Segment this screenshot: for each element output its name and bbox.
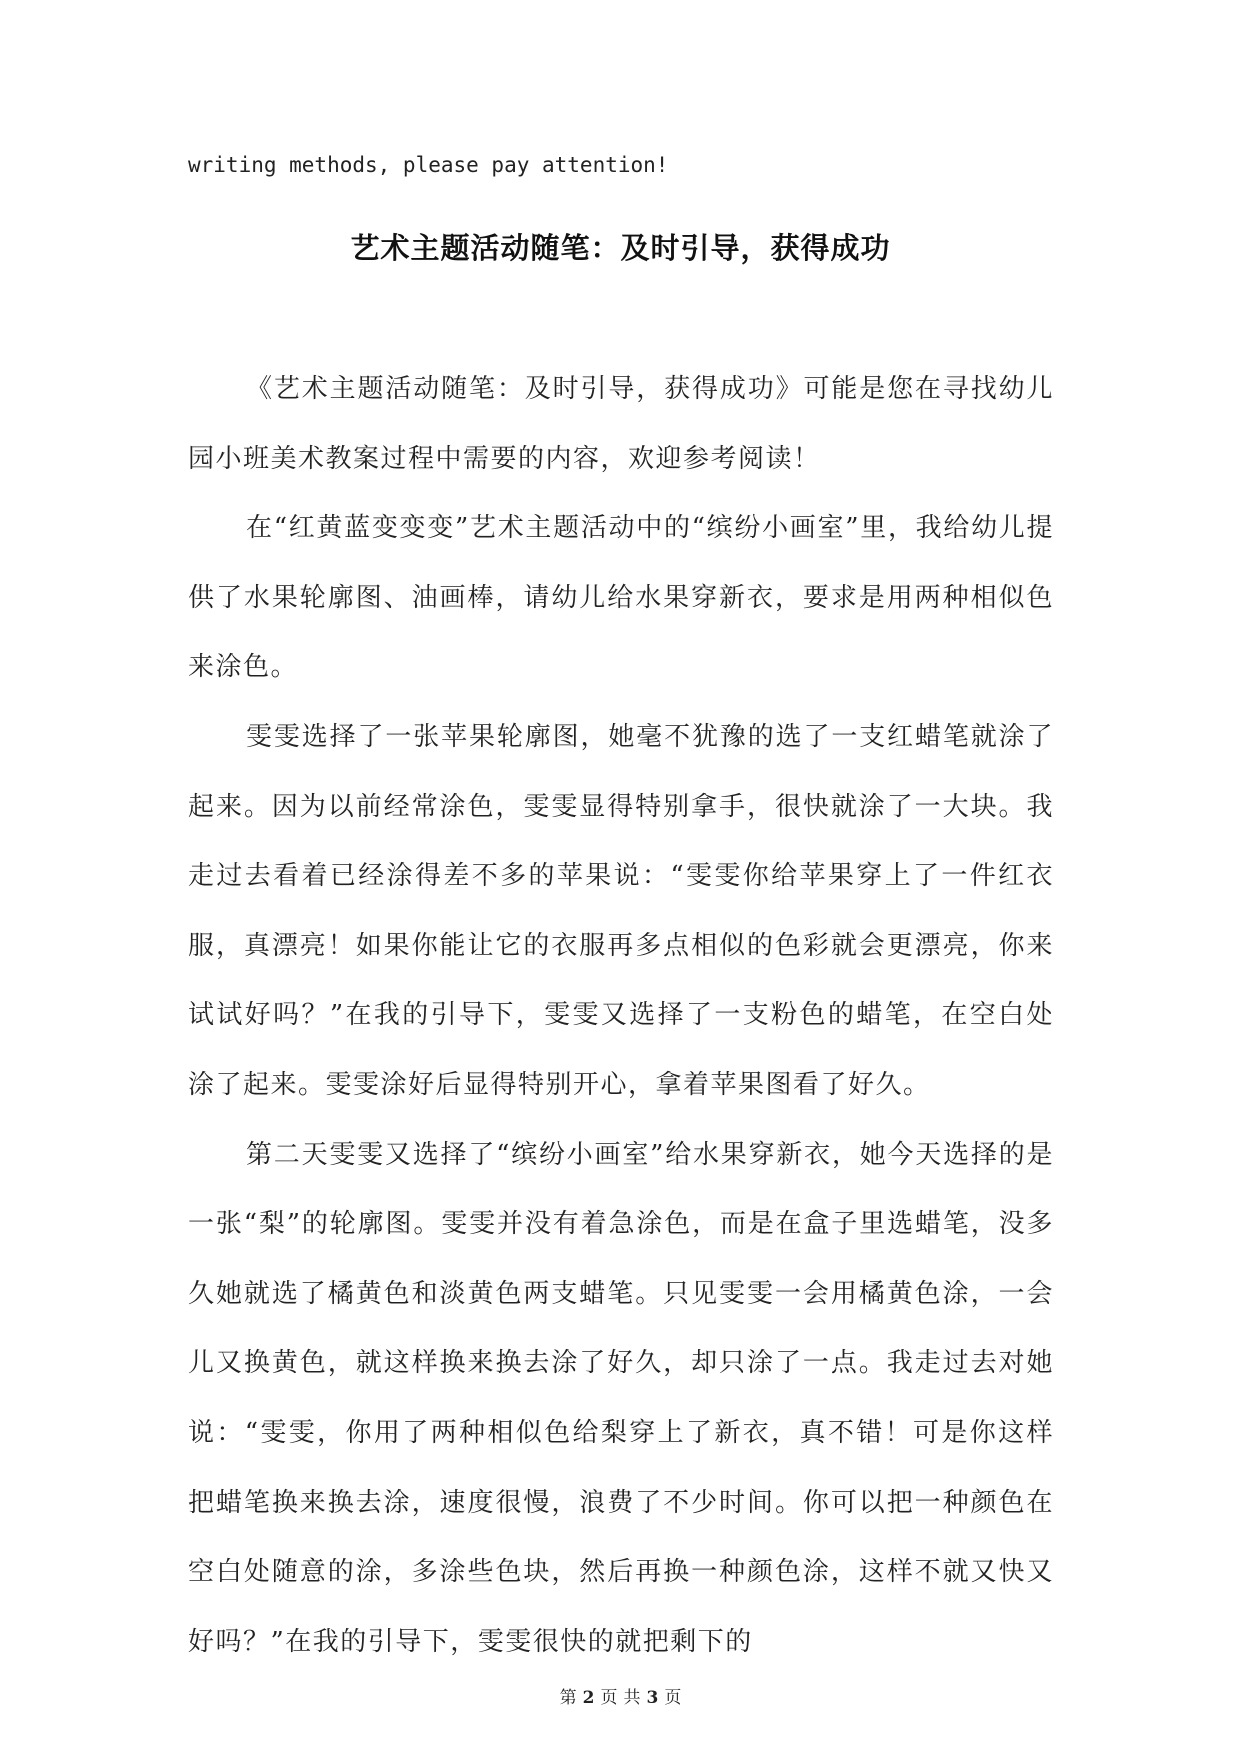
footer-suffix: 页 (664, 1688, 682, 1708)
footer-current-page: 2 (582, 1688, 595, 1708)
footer-page-word: 页 (600, 1688, 618, 1708)
paragraph-pear: 第二天雯雯又选择了“缤纷小画室”给水果穿新衣，她今天选择的是一张“梨”的轮廓图。雯雯并没有着急涂色，而是在盒子里选蜡笔，没多久她就选了橘黄色和淡黄色两支蜡笔。只见雯雯一会用橘黄色涂，一会儿又换黄色，就这样换来换去涂了好久，却只涂了一点。我走过去对她说：“雯雯，你用了两种相似色给梨穿上了新衣，真不错！可是你这样把蜡笔换来换去涂，速度很慢，浪费了不少时间。你可以把一种颜色在空白处随意的涂，多涂些色块，然后再换一种颜色涂，这样不就又快又好吗？”在我的引导下，雯雯很快的就把剩下的 (188, 1139, 1054, 1657)
footer-prefix: 第 (559, 1688, 577, 1708)
paragraph-activity: 在“红黄蓝变变变”艺术主题活动中的“缤纷小画室”里，我给幼儿提供了水果轮廓图、油画棒，请幼儿给水果穿新衣，要求是用两种相似色来涂色。 (188, 513, 1054, 683)
lead-text: writing methods, please pay attention! (188, 153, 669, 177)
paragraph-intro: 《艺术主题活动随笔：及时引导，获得成功》可能是您在寻找幼儿园小班美术教案过程中需要的内容，欢迎参考阅读！ (188, 374, 1054, 474)
page-footer (0, 1686, 1241, 1710)
paragraph-apple: 雯雯选择了一张苹果轮廓图，她毫不犹豫的选了一支红蜡笔就涂了起来。因为以前经常涂色，雯雯显得特别拿手，很快就涂了一大块。我走过去看着已经涂得差不多的苹果说：“雯雯你给苹果穿上了一件红衣服，真漂亮！如果你能让它的衣服再多点相似的色彩就会更漂亮，你来试试好吗？”在我的引导下，雯雯又选择了一支粉色的蜡笔，在空白处涂了起来。雯雯涂好后显得特别开心，拿着苹果图看了好久。 (188, 721, 1054, 1100)
article-body (188, 355, 1054, 1677)
footer-total-prefix: 共 (623, 1688, 641, 1708)
footer-total-pages: 3 (646, 1688, 659, 1708)
page-title: 艺术主题活动随笔：及时引导，获得成功 (350, 231, 891, 265)
